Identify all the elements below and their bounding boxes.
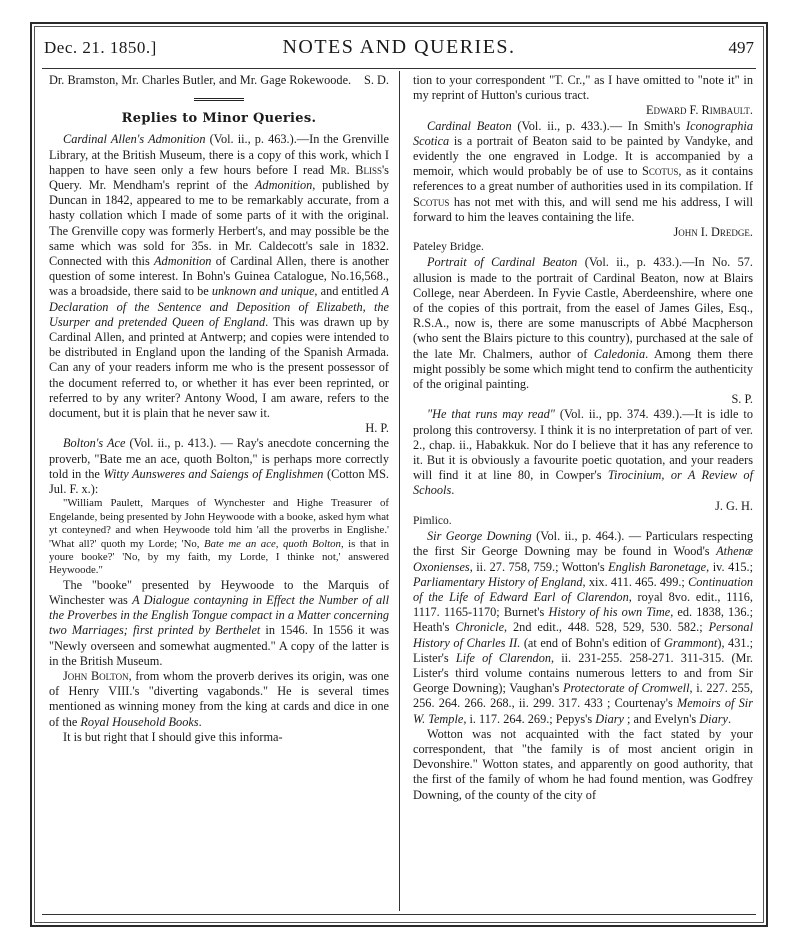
header-rule bbox=[42, 68, 756, 69]
paragraph: The "booke" presented by Heywoode to the Marquis of Winchester was A Dialogue contayning in Effect the Number of all the Proverbes in the English Tongue compact in a Matter concerning two Marriages; first printed by Berthelet in 1546. In 1556 it was "Newly overseen and somewhat augmented." A copy of the latter is in the British Museum. bbox=[49, 577, 389, 668]
left-column bbox=[49, 73, 389, 745]
right-column bbox=[413, 73, 753, 803]
paragraph: John Bolton, from whom the proverb derives its origin, was one of Henry VIII.'s "diverting vagabonds." He is several times mentioned as winning money from the king at cards and dice in one of the Royal Household Books. bbox=[49, 668, 389, 729]
signature-sd: S. D. bbox=[364, 73, 389, 87]
paragraph: Wotton was not acquainted with the fact stated by your correspondent, that "the family is of most ancient origin in Devonshire." Wotton states, and apparently on good authority, that the first of the family of whom he had found mention, was Godfrey Downing, of the county of the city of bbox=[413, 726, 753, 802]
page-number: 497 bbox=[728, 38, 754, 57]
section-heading: Replies to Minor Queries. bbox=[121, 111, 317, 127]
signature-rimbault: Edward F. Rimbault. bbox=[645, 103, 753, 118]
paragraph: It is but right that I should give this informa- bbox=[63, 729, 283, 744]
article-title: Bolton's Ace bbox=[63, 436, 126, 451]
article-title: "He that runs may read" bbox=[427, 407, 555, 422]
article-runs: "He that runs may read" (Vol. ii., pp. 374. 439.).—It is idle to prolong this controversy. I think it is no interpretation of part of ver. 2., chap. ii., Habakkuk. Nor do I believe that it has any reference to it. But it is obviously a favourite poetic quotation, and your readers will find it at line 80, in Cowper's Tirocinium, or A Review of Schools. bbox=[413, 407, 753, 498]
block-quote: "William Paulett, Marques of Wynchester and Highe Treasurer of Engelande, being presented by John Heywoode with a booke, asked hym what yt conteyned? and when Heywoode told him 'all the proverbs in Englishe.' 'What all?' quoth my Lorde; 'No, Bate me an ace, quoth Bolton, is that in youre booke?' 'No, by my faith, my Lorde, I thinke not,' answered Heywoode." bbox=[49, 497, 390, 577]
signature-sp: S. P. bbox=[731, 392, 753, 407]
header-date: Dec. 21. 1850.] bbox=[44, 38, 157, 57]
opening-paragraph: Dr. Bramston, Mr. Charles Butler, and Mr. Gage Rokewoode. S. D. bbox=[49, 73, 389, 87]
article-downing: Sir George Downing (Vol. ii., p. 464.). — Particulars respecting the first Sir George Downing may be found in Wood's Athenæ Oxonienses, ii. 27. 758, 759.; Wotton's English Baronetage, iv. 415.; Parliamentary History of England, xix. 411. 465. 499.; Continuation of the Life of Edward Earl of Clarendon, royal 8vo. edit., 1116, 1117. 1165-1170; Burnet's History of his own Time, ed. 1838, 136.; Heath's Chronicle, 2nd edit., 448. 528, 529, 530. 582.; Personal History of Charles II. (at end of Bohn's edition of Grammont), 431.; Lister's Life of Clarendon, ii. 231-255. 258-271. 311-315. (Mr. Lister's third volume contains numerous letters to and from Sir George Downing); Vaughan's Protectorate of Cromwell, i. 227. 255, 256. 264. 266. 268., ii. 299. 317. 433 ; Courtenay's Memoirs of Sir W. Temple, i. 117. 264. 269.; Pepys's Diary ; and Evelyn's Diary. bbox=[413, 529, 754, 726]
article-allen: Cardinal Allen's Admonition (Vol. ii., p. 463.).—In the Grenville Library, at the British Museum, there is a copy of this work, which I happen to have seen only a few hours before I read Mr. Bliss's Query. Mr. Mendham's reprint of the Admonition, published by Duncan in 1842, appeared to me to be remarkably accurate, from a hasty collation which I made of some parts of it with the original. The Grenville copy was formerly Herbert's, and may possible be the same which was sold for 35s. in Mr. Caldecott's sale in 1832. Connected with this Admonition of Cardinal Allen, there is another question of some interest. In Bohn's Guinea Catalogue, No.16,568., was a broadside, there said to be unknown and unique, and entitled A Declaration of the Sentence and Deposition of Elizabeth, the Usurper and pretended Queen of England. This was drawn up by Cardinal Allen, and printed at Antwerp; and copies were intended to be distributed in England upon the landing of the Spanish Armada. Can any of your readers inform me who is the present possessor of the document referred to, or whether it has ever been reprinted, or referred to by any writer? Antony Wood, I am aware, refers to the document, but it is plain that he never saw it. bbox=[49, 132, 390, 421]
column-divider bbox=[399, 71, 400, 911]
article-title: Cardinal Beaton bbox=[427, 118, 512, 133]
article-title: Portrait of Cardinal Beaton bbox=[427, 255, 578, 270]
signature-hp: H. P. bbox=[365, 421, 389, 436]
footer-rule bbox=[42, 914, 756, 915]
continuation-paragraph: tion to your correspondent "T. Cr.," as I have omitted to "note it" in my reprint of Hutton's curious tract. bbox=[413, 73, 753, 103]
article-beaton: Cardinal Beaton (Vol. ii., p. 433.).— In Smith's Iconographia Scotica is a portrait of Beaton said to be painted by Vandyke, and evidently the one engraved in Lodge. It is accompanied by a memoir, which would probably be of use to Scotus, as it contains references to a great number of authorities used in its compilation. If Scotus has not met with this, and will send me his address, I will forward to him the leaves containing the life. bbox=[413, 118, 753, 224]
signature-dredge: John I. Dredge. bbox=[673, 225, 753, 240]
section-divider bbox=[194, 98, 244, 101]
signature-jgh: J. G. H. bbox=[715, 498, 753, 513]
page-frame bbox=[30, 22, 768, 927]
article-title: Sir George Downing bbox=[427, 529, 532, 544]
header-title: NOTES AND QUERIES. bbox=[282, 36, 516, 58]
article-bolton: Bolton's Ace (Vol. ii., p. 413.). — Ray's anecdote concerning the proverb, "Bate me an ace, quoth Bolton," is perhaps more correctly told in the Witty Aunsweres and Saiengs of Englishmen (Cotton MS. Jul. F. x.): bbox=[49, 436, 390, 497]
place-line: Pimlico. bbox=[413, 514, 452, 527]
running-header bbox=[42, 38, 756, 64]
article-title: Cardinal Allen's Admonition bbox=[63, 132, 206, 147]
place-line: Pateley Bridge. bbox=[413, 241, 484, 254]
article-portrait: Portrait of Cardinal Beaton (Vol. ii., p. 433.).—In No. 57. allusion is made to the portrait of Cardinal Beaton, now at Blairs College, near Aberdeen. In Fyvie Castle, Aberdeenshire, where one of the copies of this portrait, from the easel of James Giles, Esq., R.S.A., now is, there are some manuscripts of Abbé Macpherson (who sent the Blairs picture to this country), purchased at the sale of the late Mr. Chalmers, author of Caledonia. Among them there might possibly be some which might tend to confirm the authenticity of the original painting. bbox=[413, 255, 753, 392]
